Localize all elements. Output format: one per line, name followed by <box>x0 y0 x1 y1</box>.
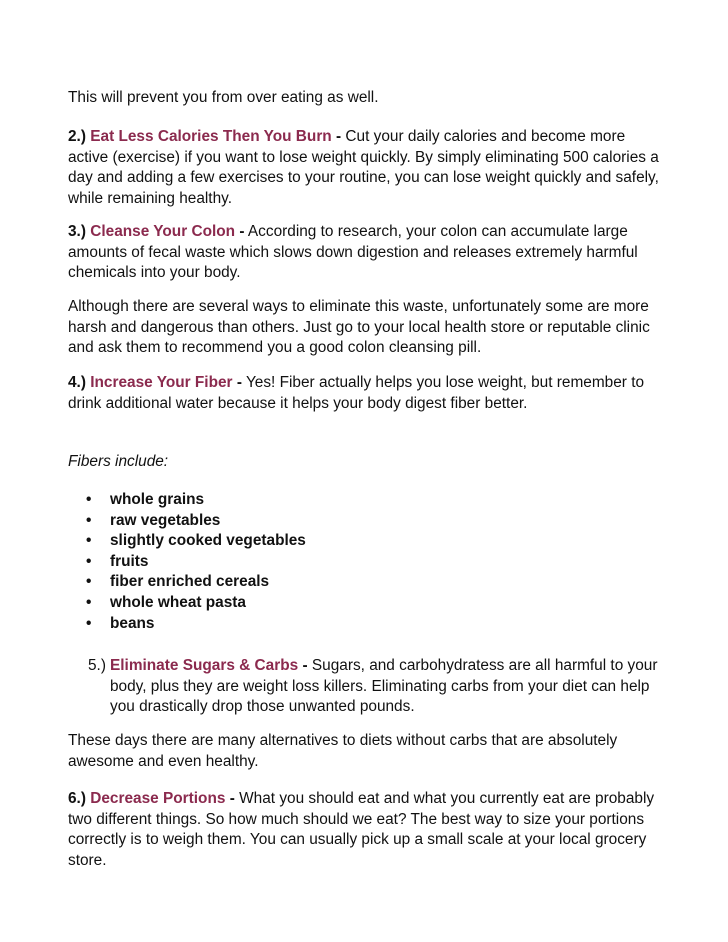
tip-4-paragraph <box>68 373 668 414</box>
tip-6-number: 6.) <box>68 790 86 807</box>
list-item-label: whole wheat pasta <box>110 593 246 611</box>
tip-5-paragraph <box>88 656 678 718</box>
list-item <box>86 490 306 511</box>
tip-4-separator: - <box>236 374 242 391</box>
list-item-label: whole grains <box>110 491 205 508</box>
list-item <box>86 593 306 614</box>
list-item <box>86 572 306 593</box>
bullet-icon: • <box>86 511 92 529</box>
tip-6-paragraph <box>68 789 668 871</box>
tip-6-separator: - <box>229 790 235 807</box>
list-item <box>86 511 306 532</box>
intro-paragraph: This will prevent you from over eating as well. <box>68 89 379 106</box>
bullet-icon: • <box>86 552 92 570</box>
tip-2-number: 2.) <box>68 128 86 145</box>
bullet-icon: • <box>86 532 92 550</box>
tip-3-separator: - <box>239 223 245 240</box>
tip-2-title: Eat Less Calories Then You Burn <box>90 128 332 145</box>
list-item-label: slightly cooked vegetables <box>110 532 306 550</box>
list-item-label: fruits <box>110 552 149 570</box>
list-item-label: raw vegetables <box>110 511 221 529</box>
tip-3-paragraph <box>68 222 668 284</box>
list-item <box>86 552 306 573</box>
bullet-icon: • <box>86 593 92 611</box>
tip-5-separator: - <box>302 657 308 674</box>
tip-2-paragraph <box>68 127 668 209</box>
list-item-label: fiber enriched cereals <box>110 573 270 591</box>
tip-4-text: Yes! Fiber actually helps you lose weight, but remember to drink additional water because it helps your body digest fiber better. <box>68 374 645 412</box>
list-item-label: beans <box>110 614 155 632</box>
tip-3-title: Cleanse Your Colon <box>90 223 236 240</box>
tip-3-text: According to research, your colon can accumulate large amounts of fecal waste which slows down digestion and releases extremely harmful chemicals into your body. <box>68 223 638 281</box>
list-item <box>86 531 306 552</box>
bullet-icon: • <box>86 573 92 591</box>
bullet-icon: • <box>86 491 92 508</box>
tip-5-text: Sugars, and carbohydratess are all harmful to your body, plus they are weight loss killers. Eliminating carbs from your diet can help you drastically drop those unwanted pounds. <box>110 657 658 715</box>
tip-5-number: 5.) <box>88 657 106 674</box>
tip-3-number: 3.) <box>68 223 86 240</box>
tip-5-body <box>88 656 678 718</box>
tip-2-text: Cut your daily calories and become more active (exercise) if you want to lose weight quickly. By simply eliminating 500 calories a day and adding a few exercises to your routine, you can lose weight quickly and safely, while remaining healthy. <box>68 128 659 207</box>
tip-6-text: What you should eat and what you currently eat are probably two different things. So how much should we eat? The best way to size your portions correctly is to weigh them. You can usually pick up a small scale at your local grocery store. <box>68 790 655 869</box>
list-item <box>86 614 306 635</box>
bullet-icon: • <box>86 614 92 632</box>
tip-2-separator: - <box>336 128 342 145</box>
carbs-followup-paragraph: These days there are many alternatives to diets without carbs that are absolutely awesome and even healthy. <box>68 732 618 770</box>
colon-followup-paragraph: Although there are several ways to eliminate this waste, unfortunately some are more harsh and dangerous than others. Just go to your local health store or reputable clinic and ask them to recommend you a good colon cleansing pill. <box>68 298 650 356</box>
fibers-label: Fibers include: <box>68 453 169 470</box>
tip-6-title: Decrease Portions <box>90 790 226 807</box>
tip-4-number: 4.) <box>68 374 86 391</box>
tip-5-title: Eliminate Sugars & Carbs <box>110 657 299 674</box>
tip-4-title: Increase Your Fiber <box>90 374 233 391</box>
fiber-list <box>86 490 306 634</box>
